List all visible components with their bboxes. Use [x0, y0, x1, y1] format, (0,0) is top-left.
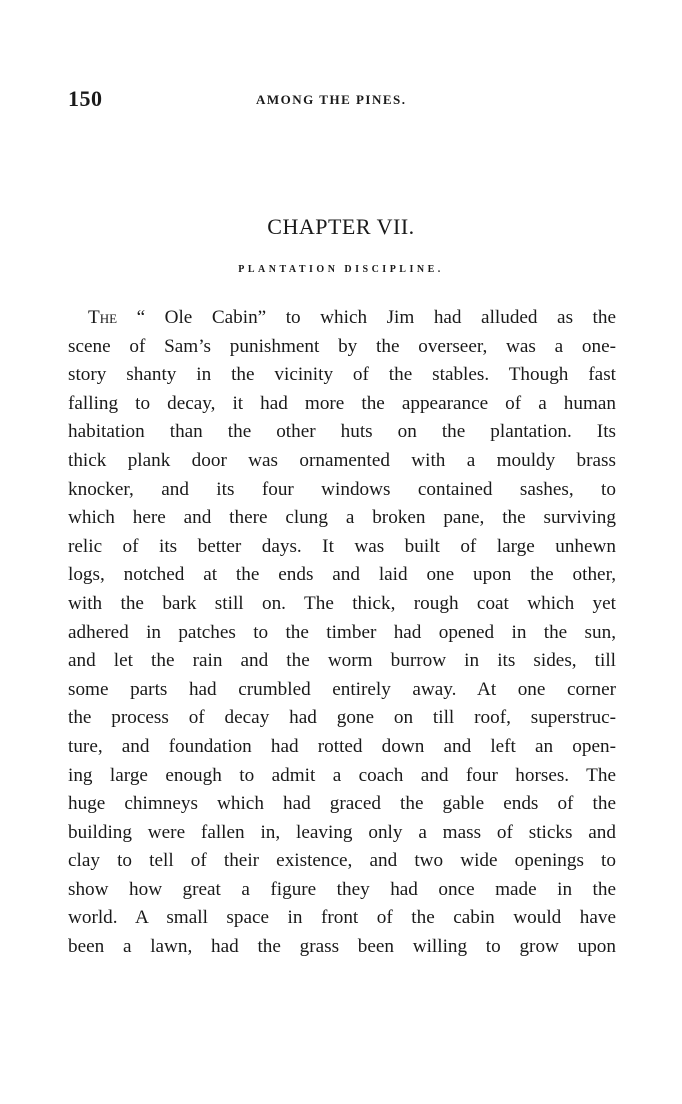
text-line: falling to decay, it had more the appearance of a human — [68, 392, 616, 414]
text-line: with the bark still on. The thick, rough coat which yet — [68, 592, 616, 614]
chapter-title: CHAPTER VII. — [267, 214, 415, 239]
text-line: thick plank door was ornamented with a mouldy brass — [68, 449, 616, 471]
text-line: huge chimneys which had graced the gable ends of the — [68, 793, 616, 815]
text-line: knocker, and its four windows contained sashes, to — [68, 478, 616, 500]
text-line-rest: “ Ole Cabin” to which Jim had alluded as the — [117, 307, 616, 328]
text-line: the process of decay had gone on till roof, superstruc- — [68, 707, 616, 729]
text-line: scene of Sam’s punishment by the overseer, was a one- — [68, 335, 616, 357]
text-line: habitation than the other huts on the plantation. Its — [68, 421, 616, 443]
text-line: relic of its better days. It was built of large unhewn — [68, 535, 616, 557]
text-line: building were fallen in, leaving only a mass of sticks and — [68, 821, 616, 843]
text-line: world. A small space in front of the cabin would have — [68, 907, 616, 929]
text-line — [68, 304, 616, 333]
text-line: story shanty in the vicinity of the stables. Though fast — [68, 364, 616, 386]
text-line: show how great a figure they had once made in the — [68, 878, 616, 900]
running-title: AMONG THE PINES. — [256, 92, 407, 107]
running-head — [68, 86, 616, 110]
text-line: logs, notched at the ends and laid one upon the other, — [68, 564, 616, 586]
text-line: which here and there clung a broken pane, the surviving — [68, 507, 616, 529]
body-text — [68, 304, 616, 962]
text-line: ing large enough to admit a coach and four horses. The — [68, 764, 616, 786]
page-number: 150 — [68, 86, 103, 111]
text-line: adhered in patches to the timber had opened in the sun, — [68, 621, 616, 643]
text-line: clay to tell of their existence, and two wide openings to — [68, 850, 616, 872]
text-line: some parts had crumbled entirely away. At one corner — [68, 678, 616, 700]
text-line: ture, and foundation had rotted down and left an open- — [68, 735, 616, 757]
first-word: The — [88, 307, 118, 328]
text-line: and let the rain and the worm burrow in its sides, till — [68, 650, 616, 672]
chapter-subtitle: PLANTATION DISCIPLINE. — [238, 264, 444, 275]
text-line: been a lawn, had the grass been willing to grow upon — [68, 936, 616, 958]
